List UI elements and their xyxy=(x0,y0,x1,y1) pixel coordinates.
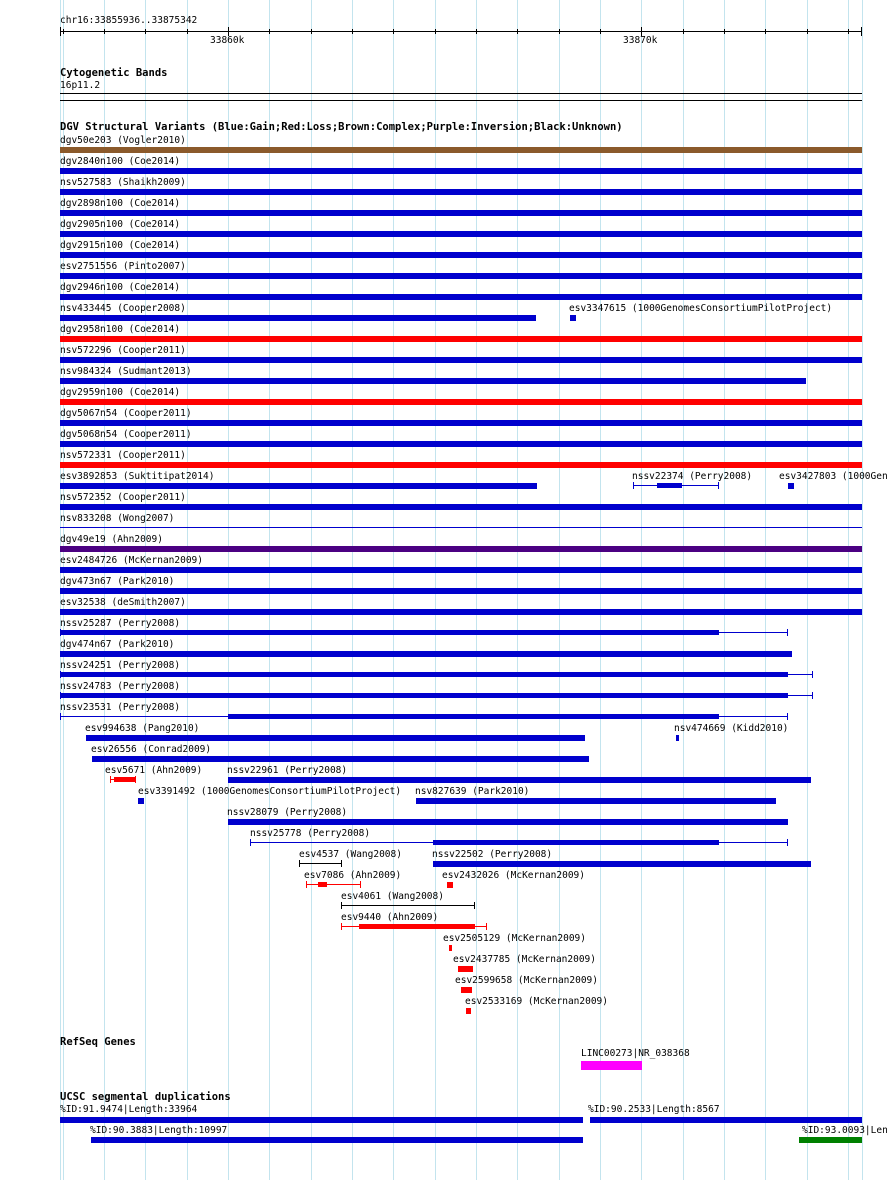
variant-end-tick xyxy=(60,713,61,720)
variant-label[interactable]: dgv2959n100 (Coe2014) xyxy=(60,387,181,398)
segdup-label[interactable]: %ID:90.2533|Length:8567 xyxy=(588,1104,720,1115)
ruler-minor-tick xyxy=(187,29,188,34)
variant-label[interactable]: esv2432026 (McKernan2009) xyxy=(442,870,585,881)
grid-line xyxy=(862,0,863,1180)
variant-label[interactable]: dgv5067n54 (Cooper2011) xyxy=(60,408,192,419)
variant-label[interactable]: nsv474669 (Kidd2010) xyxy=(674,723,789,734)
variant-label[interactable]: esv2599658 (McKernan2009) xyxy=(455,975,598,986)
variant-end-tick xyxy=(299,860,300,867)
variant-label[interactable]: nssv24783 (Perry2008) xyxy=(60,681,181,692)
variant-end-tick xyxy=(787,839,788,846)
variant-block[interactable] xyxy=(359,924,475,929)
variant-block[interactable] xyxy=(228,714,719,719)
variant-bar[interactable] xyxy=(60,378,806,384)
variant-end-tick xyxy=(718,482,719,489)
variant-bar[interactable] xyxy=(60,357,862,363)
segdup-bar[interactable] xyxy=(60,1117,583,1123)
variant-bar[interactable] xyxy=(60,651,792,657)
variant-label[interactable]: esv2437785 (McKernan2009) xyxy=(453,954,596,965)
variant-label[interactable]: dgv2915n100 (Coe2014) xyxy=(60,240,181,251)
variant-end-tick xyxy=(486,923,487,930)
ruler-minor-tick xyxy=(724,29,725,34)
variant-end-tick xyxy=(812,671,813,678)
variant-label[interactable]: esv3892853 (Suktitipat2014) xyxy=(60,471,215,482)
variant-label[interactable]: nssv22502 (Perry2008) xyxy=(432,849,553,860)
variant-label[interactable]: dgv2898n100 (Coe2014) xyxy=(60,198,181,209)
segdup-label[interactable]: %ID:93.0093|Len xyxy=(802,1125,888,1136)
variant-end-tick xyxy=(110,776,111,783)
variant-label[interactable]: esv9440 (Ahn2009) xyxy=(341,912,439,923)
variant-bar[interactable] xyxy=(60,168,862,174)
variant-label[interactable]: nsv527583 (Shaikh2009) xyxy=(60,177,186,188)
ruler-minor-tick xyxy=(435,29,436,34)
ruler-minor-tick xyxy=(517,29,518,34)
segdup-label[interactable]: %ID:90.3883|Length:10997 xyxy=(90,1125,228,1136)
ruler-minor-tick xyxy=(600,29,601,34)
variant-end-tick xyxy=(250,839,251,846)
ruler-minor-tick xyxy=(63,29,64,34)
variant-block[interactable] xyxy=(60,693,788,698)
variant-block[interactable] xyxy=(60,630,719,635)
variant-bar[interactable] xyxy=(60,147,862,153)
variant-bar[interactable] xyxy=(449,945,452,951)
variant-bar[interactable] xyxy=(60,231,862,237)
variant-block[interactable] xyxy=(60,672,788,677)
segdup-label[interactable]: %ID:91.9474|Length:33964 xyxy=(60,1104,198,1115)
variant-bar[interactable] xyxy=(416,798,776,804)
variant-span-line[interactable] xyxy=(299,863,342,864)
segdup-bar[interactable] xyxy=(91,1137,583,1143)
variant-label[interactable]: dgv2958n100 (Coe2014) xyxy=(60,324,181,335)
variant-label[interactable]: esv4061 (Wang2008) xyxy=(341,891,444,902)
variant-bar[interactable] xyxy=(570,315,576,321)
variant-label[interactable]: nsv833208 (Wong2007) xyxy=(60,513,175,524)
variant-bar[interactable] xyxy=(461,987,472,993)
ruler-minor-tick xyxy=(765,29,766,34)
variant-label[interactable]: esv5671 (Ahn2009) xyxy=(105,765,203,776)
cytoband-label[interactable]: 16p11.2 xyxy=(60,80,101,91)
variant-end-tick xyxy=(341,923,342,930)
variant-end-tick xyxy=(787,713,788,720)
ruler-minor-tick xyxy=(848,29,849,34)
variant-label[interactable]: dgv474n67 (Park2010) xyxy=(60,639,175,650)
ruler-minor-tick xyxy=(352,29,353,34)
variant-bar[interactable] xyxy=(676,735,679,741)
variant-end-tick xyxy=(341,860,342,867)
variant-label[interactable]: esv3391492 (1000GenomesConsortiumPilotProject) xyxy=(138,786,402,797)
variant-label[interactable]: dgv5068n54 (Cooper2011) xyxy=(60,429,192,440)
variant-label[interactable]: nssv24251 (Perry2008) xyxy=(60,660,181,671)
ruler-minor-tick xyxy=(476,29,477,34)
ruler-right-cap xyxy=(861,27,862,36)
refseq-track-title: RefSeq Genes xyxy=(60,1036,136,1048)
variant-label[interactable]: nssv25287 (Perry2008) xyxy=(60,618,181,629)
variant-label[interactable]: dgv50e203 (Vogler2010) xyxy=(60,135,186,146)
variant-label[interactable]: nsv827639 (Park2010) xyxy=(415,786,530,797)
variant-bar[interactable] xyxy=(60,336,862,342)
variant-bar[interactable] xyxy=(60,273,862,279)
variant-label[interactable]: esv7086 (Ahn2009) xyxy=(304,870,402,881)
variant-bar[interactable] xyxy=(60,462,862,468)
ruler-minor-tick xyxy=(104,29,105,34)
variant-block[interactable] xyxy=(114,777,136,782)
variant-bar[interactable] xyxy=(60,189,862,195)
variant-bar[interactable] xyxy=(60,441,862,447)
variant-label[interactable]: nssv25778 (Perry2008) xyxy=(250,828,371,839)
variant-block[interactable] xyxy=(433,840,719,845)
gene-bar[interactable] xyxy=(581,1061,642,1070)
segdup-bar[interactable] xyxy=(590,1117,862,1123)
ruler-minor-tick xyxy=(269,29,270,34)
cytoband-top-line xyxy=(60,93,862,94)
variant-label[interactable]: esv2751556 (Pinto2007) xyxy=(60,261,186,272)
variant-label[interactable]: esv4537 (Wang2008) xyxy=(299,849,402,860)
variant-label[interactable]: esv2484726 (McKernan2009) xyxy=(60,555,203,566)
variant-label[interactable]: nsv572296 (Cooper2011) xyxy=(60,345,186,356)
variant-label[interactable]: nssv22961 (Perry2008) xyxy=(227,765,348,776)
variant-label[interactable]: esv32538 (deSmith2007) xyxy=(60,597,186,608)
cytoband-bottom-line xyxy=(60,100,862,101)
variant-bar[interactable] xyxy=(60,504,862,510)
variant-bar[interactable] xyxy=(447,882,453,888)
ruler-tick-label: 33870k xyxy=(623,35,658,46)
ruler-minor-tick xyxy=(683,29,684,34)
variant-label[interactable]: esv994638 (Pang2010) xyxy=(85,723,200,734)
variant-label[interactable]: esv3427803 (1000Gen xyxy=(779,471,888,482)
variant-label[interactable]: dgv2946n100 (Coe2014) xyxy=(60,282,181,293)
variant-label[interactable]: nsv433445 (Cooper2008) xyxy=(60,303,186,314)
variant-span-line[interactable] xyxy=(306,884,361,885)
variant-label[interactable]: esv26556 (Conrad2009) xyxy=(91,744,212,755)
variant-bar[interactable] xyxy=(60,588,862,594)
variant-bar[interactable] xyxy=(60,210,862,216)
variant-label[interactable]: nsv572331 (Cooper2011) xyxy=(60,450,186,461)
variant-end-tick xyxy=(341,902,342,909)
variant-bar[interactable] xyxy=(788,483,794,489)
variant-bar[interactable] xyxy=(466,1008,471,1014)
ruler-minor-tick xyxy=(393,29,394,34)
variant-end-tick xyxy=(306,881,307,888)
variant-bar[interactable] xyxy=(60,567,862,573)
variant-bar[interactable] xyxy=(138,798,144,804)
variant-label[interactable]: dgv2905n100 (Coe2014) xyxy=(60,219,181,230)
ruler-left-cap xyxy=(60,27,61,36)
variant-bar[interactable] xyxy=(60,315,536,321)
variant-bar[interactable] xyxy=(228,819,788,825)
ruler-minor-tick xyxy=(145,29,146,34)
ruler-tick-label: 33860k xyxy=(210,35,245,46)
gene-label[interactable]: LINC00273|NR_038368 xyxy=(581,1048,690,1059)
variant-label[interactable]: dgv473n67 (Park2010) xyxy=(60,576,175,587)
variant-bar[interactable] xyxy=(60,527,862,528)
variant-bar[interactable] xyxy=(60,609,862,615)
variant-label[interactable]: nsv572352 (Cooper2011) xyxy=(60,492,186,503)
variant-bar[interactable] xyxy=(92,756,589,762)
segdup-bar[interactable] xyxy=(799,1137,862,1143)
variant-bar[interactable] xyxy=(60,399,862,405)
variant-label[interactable]: nssv23531 (Perry2008) xyxy=(60,702,181,713)
variant-end-tick xyxy=(812,692,813,699)
variant-label[interactable]: esv2505129 (McKernan2009) xyxy=(443,933,586,944)
variant-bar[interactable] xyxy=(60,420,862,426)
ruler-position-label: chr16:33855936..33875342 xyxy=(60,15,198,26)
variant-label[interactable]: nsv984324 (Sudmant2013) xyxy=(60,366,192,377)
variant-label[interactable]: nssv22374 (Perry2008) xyxy=(632,471,753,482)
variant-label[interactable]: esv2533169 (McKernan2009) xyxy=(465,996,608,1007)
variant-end-tick xyxy=(474,902,475,909)
variant-span-line[interactable] xyxy=(341,905,475,906)
variant-block[interactable] xyxy=(318,882,327,887)
variant-bar[interactable] xyxy=(458,966,473,972)
variant-bar[interactable] xyxy=(228,777,811,783)
variant-block[interactable] xyxy=(657,483,682,488)
ruler-minor-tick xyxy=(807,29,808,34)
variant-bar[interactable] xyxy=(60,546,862,552)
dgv-track-title: DGV Structural Variants (Blue:Gain;Red:Loss;Brown:Complex;Purple:Inversion;Black:Unknown) xyxy=(60,121,623,133)
variant-end-tick xyxy=(360,881,361,888)
variant-end-tick xyxy=(633,482,634,489)
variant-label[interactable]: nssv28079 (Perry2008) xyxy=(227,807,348,818)
segdup-track-title: UCSC segmental duplications xyxy=(60,1091,231,1103)
ruler-minor-tick xyxy=(559,29,560,34)
variant-bar[interactable] xyxy=(60,294,862,300)
variant-label[interactable]: dgv49e19 (Ahn2009) xyxy=(60,534,163,545)
variant-bar[interactable] xyxy=(86,735,585,741)
ruler-minor-tick xyxy=(311,29,312,34)
variant-bar[interactable] xyxy=(60,483,537,489)
variant-end-tick xyxy=(787,629,788,636)
ruler-axis-line xyxy=(60,31,862,32)
cytoband-track-title: Cytogenetic Bands xyxy=(60,67,168,79)
variant-label[interactable]: esv3347615 (1000GenomesConsortiumPilotProject) xyxy=(569,303,833,314)
variant-bar[interactable] xyxy=(60,252,862,258)
variant-label[interactable]: dgv2840n100 (Coe2014) xyxy=(60,156,181,167)
variant-bar[interactable] xyxy=(433,861,811,867)
